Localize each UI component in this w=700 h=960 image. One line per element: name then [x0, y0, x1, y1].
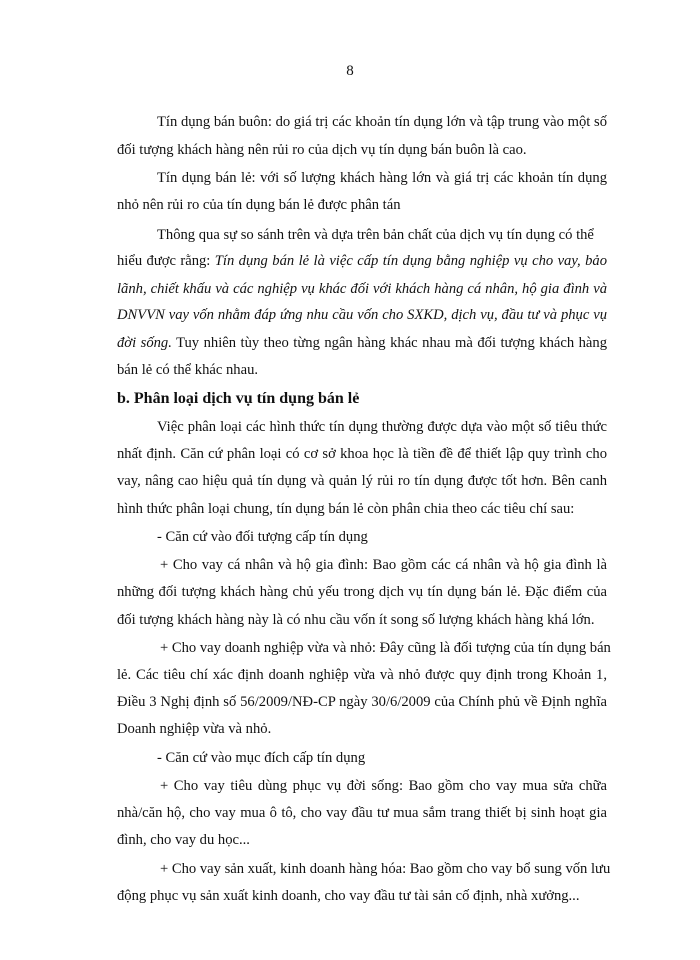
paragraph-line: + Cho vay cá nhân và hộ gia đình: Bao gồm các cá nhân và hộ gia đình là — [160, 557, 607, 573]
paragraph-line — [117, 306, 607, 324]
paragraph-line: Điều 3 Nghị định số 56/2009/NĐ-CP ngày 30/6/2009 của Chính phủ về Định nghĩa — [117, 694, 607, 710]
paragraph-line — [117, 252, 607, 270]
paragraph-line: Tín dụng bán lẻ: với số lượng khách hàng lớn và giá trị các khoản tín dụng — [157, 170, 607, 186]
paragraph-line: bán lẻ có thể khác nhau. — [117, 362, 259, 378]
paragraph-line: hình thức phân loại chung, tín dụng bán lẻ còn phân chia theo các tiêu chí sau: — [117, 501, 575, 517]
paragraph-line: Thông qua sự so sánh trên và dựa trên bản chất của dịch vụ tín dụng có thể — [157, 227, 594, 243]
italic-definition: đời sống. — [117, 335, 172, 351]
paragraph-line: nhà/căn hộ, cho vay mua ô tô, cho vay đầu tư mua sắm trang thiết bị sinh hoạt gia — [117, 805, 607, 821]
italic-definition: DNVVN vay vốn nhằm đáp ứng nhu cầu vốn cho SXKD, dịch vụ, đầu tư và phục vụ — [117, 307, 607, 323]
paragraph-line: nhất định. Căn cứ phân loại có cơ sở khoa học là tiền đề để thiết lập quy trình cho — [117, 446, 607, 462]
bullet-line: - Căn cứ vào mục đích cấp tín dụng — [157, 750, 366, 766]
paragraph-line: Doanh nghiệp vừa và nhỏ. — [117, 721, 272, 737]
paragraph-line: + Cho vay sản xuất, kinh doanh hàng hóa: Bao gồm cho vay bổ sung vốn lưu — [160, 861, 611, 877]
italic-definition: lãnh, chiết khấu và các nghiệp vụ khác đối với khách hàng cá nhân, hộ gia đình và — [117, 281, 607, 297]
paragraph-line: động phục vụ sản xuất kinh doanh, cho vay đầu tư tài sản cố định, nhà xưởng... — [117, 888, 580, 904]
paragraph-line: + Cho vay doanh nghiệp vừa và nhỏ: Đây cũng là đối tượng của tín dụng bán — [160, 640, 611, 656]
paragraph-line: Tín dụng bán buôn: do giá trị các khoản tín dụng lớn và tập trung vào một số — [157, 114, 607, 130]
paragraph-line: lẻ. Các tiêu chí xác định doanh nghiệp vừa và nhỏ được quy định trong Khoản 1, — [117, 667, 607, 683]
paragraph-line — [117, 334, 607, 352]
paragraph-line — [117, 280, 607, 298]
text-run: hiểu được rằng: — [117, 253, 211, 269]
section-heading: b. Phân loại dịch vụ tín dụng bán lẻ — [117, 390, 360, 407]
bullet-line: - Căn cứ vào đối tượng cấp tín dụng — [157, 529, 368, 545]
paragraph-line: đối tượng khách hàng này là có nhu cầu vốn ít song số lượng khách hàng khá lớn. — [117, 612, 595, 628]
italic-definition: Tín dụng bán lẻ là việc cấp tín dụng bằng nghiệp vụ cho vay, bảo — [214, 253, 607, 269]
page-number: 8 — [346, 63, 354, 79]
paragraph-line: vay, nâng cao hiệu quả tín dụng và quản lý rủi ro tín dụng được tốt hơn. Bên canh — [117, 473, 607, 489]
paragraph-line: đình, cho vay du học... — [117, 832, 250, 848]
paragraph-line: những đối tượng khách hàng chủ yếu trong dịch vụ tín dụng bán lẻ. Đặc điểm của — [117, 584, 607, 600]
paragraph-line: nhỏ nên rủi ro của tín dụng bán lẻ được phân tán — [117, 197, 401, 213]
text-run: Tuy nhiên tùy theo từng ngân hàng khác nhau mà đối tượng khách hàng — [176, 335, 607, 351]
paragraph-line: Việc phân loại các hình thức tín dụng thường được dựa vào một số tiêu thức — [157, 419, 607, 435]
paragraph-line: + Cho vay tiêu dùng phục vụ đời sống: Bao gồm cho vay mua sửa chữa — [160, 778, 607, 794]
paragraph-line: đối tượng khách hàng nên rủi ro của dịch vụ tín dụng bán buôn là cao. — [117, 142, 527, 158]
